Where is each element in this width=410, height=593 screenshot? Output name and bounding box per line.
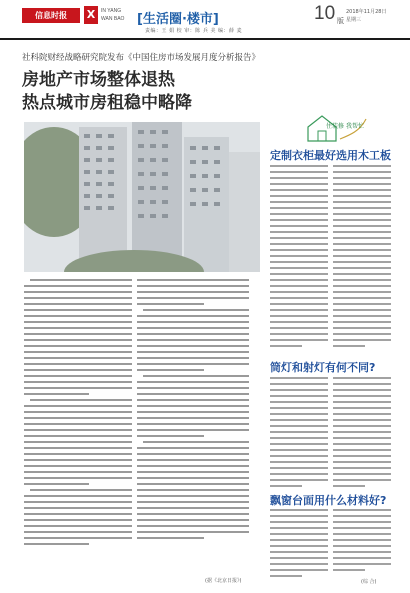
sidebar-text-1b (333, 165, 391, 351)
issue-date: 2018年11月28日 (346, 9, 387, 15)
page-number: 10 (314, 3, 336, 24)
article-kicker: 社科院财经战略研究院发布《中国住房市场发展月度分析报告》 (22, 53, 261, 63)
logo-subtitle (101, 7, 124, 23)
sidebar-title-bay-window: 飘窗台面用什么材料好? (270, 494, 387, 507)
article-photo (24, 122, 260, 272)
sidebar-title-wardrobe: 定制衣柜最好选用木工板 (270, 149, 391, 162)
newspaper-logo: 信息时报 (22, 8, 80, 23)
issue-weekday: 星期三 (346, 17, 362, 23)
section-title: [生活圈·楼市] (137, 12, 219, 27)
headline-line-2: 热点城市房租稳中略降 (22, 93, 192, 113)
sidebar-source: (综 合) (361, 579, 377, 585)
article-headline (22, 69, 272, 115)
article-byline: (据《北京日报》) (205, 578, 242, 584)
logo-mark: X (84, 6, 98, 24)
headline-line-1: 房地产市场整体退热 (22, 70, 175, 90)
sidebar-title-lights: 筒灯和射灯有何不同? (270, 361, 376, 374)
sidebar-text-2b (333, 377, 391, 491)
sidebar-column-label: 住装修 我帮忙 (326, 123, 364, 130)
city-buildings-photo (24, 122, 260, 272)
sidebar-text-3a (270, 509, 328, 581)
article-column-2 (137, 279, 249, 543)
sidebar-text-2a (270, 377, 328, 491)
sidebar-text-3b (333, 509, 391, 575)
sidebar-text-1a (270, 165, 328, 351)
editors-line: 责编：王 娟 校 审：陈 兵 美 编：薛 麦 (145, 28, 243, 34)
page-label: 版 (337, 17, 344, 25)
article-column-1 (24, 279, 132, 549)
logo-sub-line1: IN YANG (101, 8, 122, 14)
logo-sub-line2: WAN BAO (101, 16, 125, 22)
page-header (0, 0, 410, 40)
